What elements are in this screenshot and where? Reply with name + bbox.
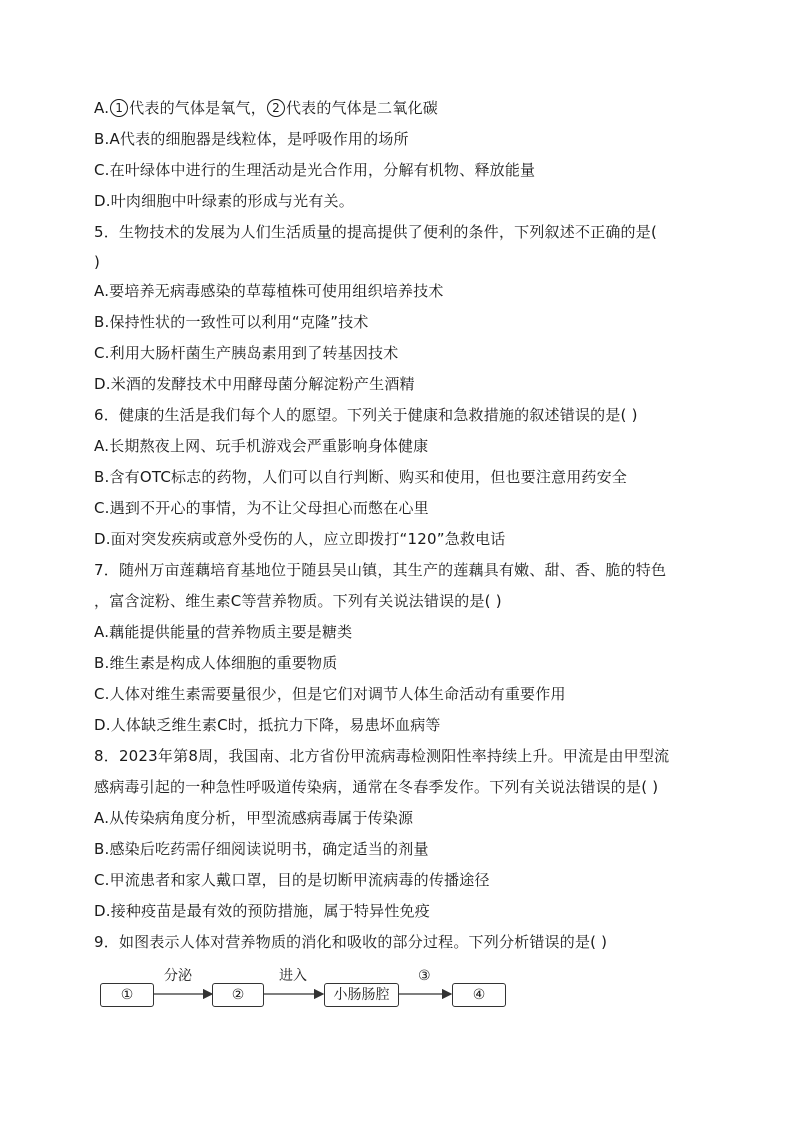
flow-label-enter: 进入 xyxy=(279,968,307,984)
q5-option-d: D.米酒的发酵技术中用酵母菌分解淀粉产生酒精 xyxy=(94,375,415,393)
q9-stem: 9．如图表示人体对营养物质的消化和吸收的部分过程。下列分析错误的是( ) xyxy=(94,933,608,951)
q5-option-b: B.保持性状的一致性可以利用“克隆”技术 xyxy=(94,313,369,331)
q8-option-a: A.从传染病角度分析，甲型流感病毒属于传染源 xyxy=(94,809,414,827)
q5-stem-line1: 5．生物技术的发展为人们生活质量的提高提供了便利的条件，下列叙述不正确的是( xyxy=(94,223,657,241)
q6-option-d: D.面对突发疾病或意外受伤的人，应立即拨打“120”急救电话 xyxy=(94,530,506,548)
q6-option-c: C.遇到不开心的事情，为不让父母担心而憋在心里 xyxy=(94,499,429,517)
circled-number-2: 2 xyxy=(267,99,285,117)
q7-option-c: C.人体对维生素需要量很少，但是它们对调节人体生命活动有重要作用 xyxy=(94,685,566,703)
q8-option-b: B.感染后吃药需仔细阅读说明书，确定适当的剂量 xyxy=(94,840,429,858)
q6-option-b: B.含有OTC标志的药物，人们可以自行判断、购买和使用，但也要注意用药安全 xyxy=(94,468,628,486)
q7-stem-line2: ，富含淀粉、维生素C等营养物质。下列有关说法错误的是( ) xyxy=(94,592,502,610)
flow-box-1: ① xyxy=(100,983,154,1007)
option-text: 代表的气体是氧气， xyxy=(129,99,266,117)
flow-label-secrete: 分泌 xyxy=(164,968,192,984)
q7-option-a: A.藕能提供能量的营养物质主要是糖类 xyxy=(94,623,353,641)
q4-option-c: C.在叶绿体中进行的生理活动是光合作用，分解有机物、释放能量 xyxy=(94,161,536,179)
q7-stem-line1: 7．随州万亩莲藕培育基地位于随县吴山镇，其生产的莲藕具有嫩、甜、香、脆的特色 xyxy=(94,561,667,579)
q8-stem-line2: 感病毒引起的一种急性呼吸道传染病，通常在冬春季发作。下列有关说法错误的是( ) xyxy=(94,778,659,796)
q8-option-d: D.接种疫苗是最有效的预防措施，属于特异性免疫 xyxy=(94,902,430,920)
q4-option-b: B.A代表的细胞器是线粒体，是呼吸作用的场所 xyxy=(94,130,409,148)
q6-stem: 6．健康的生活是我们每个人的愿望。下列关于健康和急救措施的叙述错误的是( ) xyxy=(94,406,638,424)
q7-option-b: B.维生素是构成人体细胞的重要物质 xyxy=(94,654,338,672)
q6-option-a: A.长期熬夜上网、玩手机游戏会严重影响身体健康 xyxy=(94,437,429,455)
circled-number-1: 1 xyxy=(110,99,128,117)
q4-option-d: D.叶肉细胞中叶绿素的形成与光有关。 xyxy=(94,192,354,210)
flow-label-3: ③ xyxy=(418,968,431,984)
option-text: 代表的气体是二氧化碳 xyxy=(285,99,438,117)
flow-box-2: ② xyxy=(212,983,264,1007)
digestion-flow-diagram xyxy=(100,964,520,1014)
q8-stem-line1: 8．2023年第8周，我国南、北方省份甲流病毒检测阳性率持续上升。甲流是由甲型流 xyxy=(94,747,670,765)
q8-option-c: C.甲流患者和家人戴口罩，目的是切断甲流病毒的传播途径 xyxy=(94,871,490,889)
q7-option-d: D.人体缺乏维生素C时，抵抗力下降，易患坏血病等 xyxy=(94,716,441,734)
q5-stem-line2: ) xyxy=(94,253,101,271)
flow-box-4: ④ xyxy=(452,983,506,1007)
q5-option-c: C.利用大肠杆菌生产胰岛素用到了转基因技术 xyxy=(94,344,399,362)
option-prefix: A. xyxy=(94,99,110,117)
q5-option-a: A.要培养无病毒感染的草莓植株可使用组织培养技术 xyxy=(94,282,444,300)
q4-option-a xyxy=(94,98,438,118)
flow-box-small-intestine: 小肠肠腔 xyxy=(324,983,399,1007)
